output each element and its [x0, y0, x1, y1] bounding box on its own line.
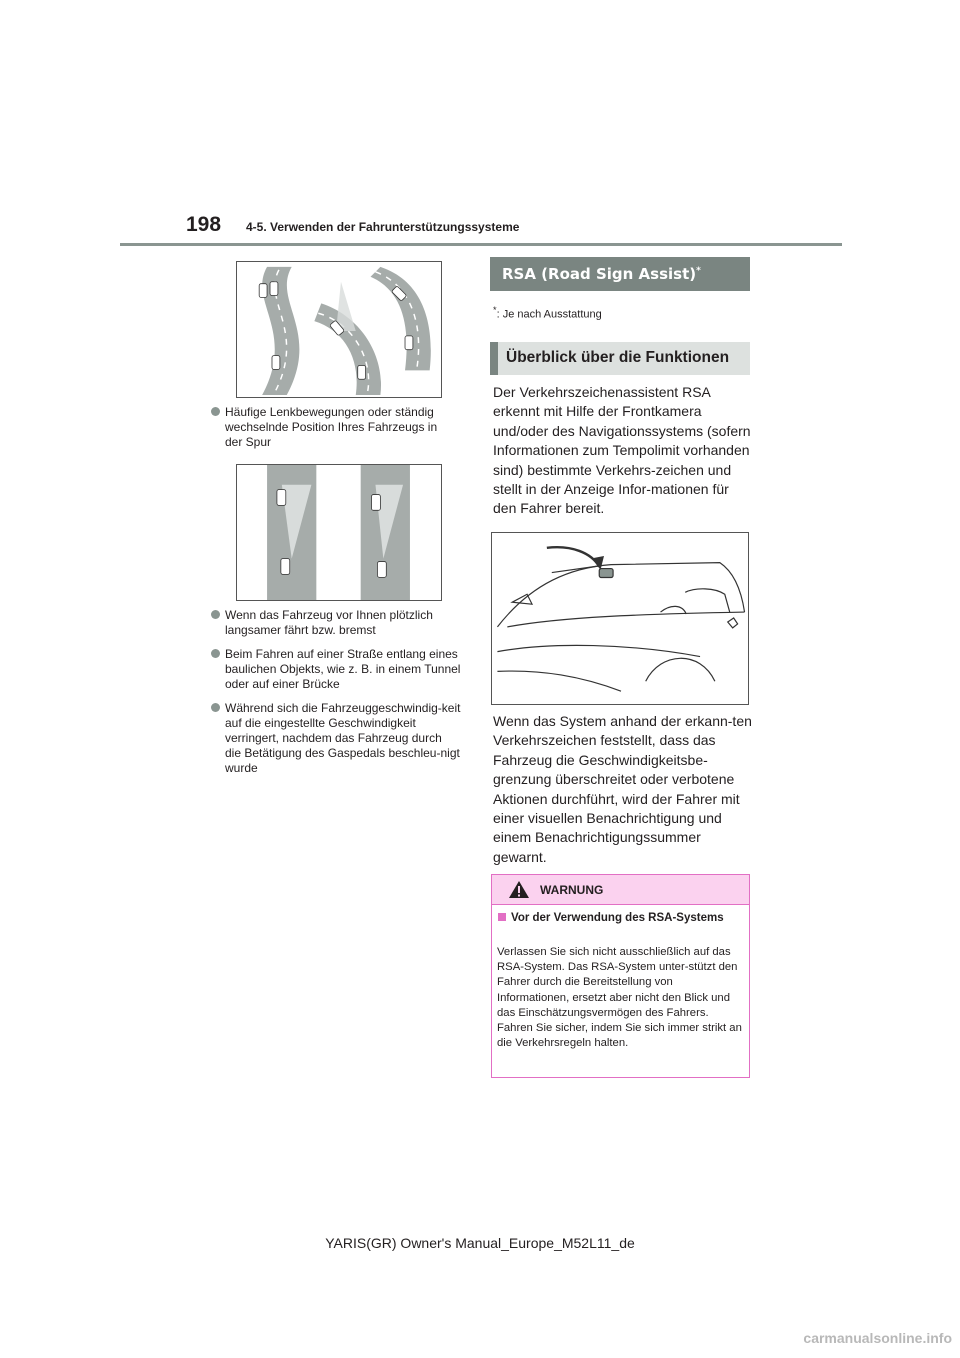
- header-rule: [120, 243, 842, 246]
- warning-header: [492, 875, 749, 905]
- warning-title: WARNUNG: [540, 883, 604, 897]
- footnote: *: Je nach Ausstattung: [493, 305, 602, 321]
- bullet-icon: [211, 703, 220, 712]
- warning-box: [491, 874, 750, 1078]
- bullet-icon: [211, 407, 220, 416]
- warning-body: Verlassen Sie sich nicht ausschließlich auf das RSA-System. Das RSA-System unter-stützt den Fahrer durch die Bereitstellung von Informationen, ersetzt aber nicht den Blick und das Einschätzungsvermögen des Fahrers. Fahren Sie sicher, indem Sie sich immer strikt an die Verkehrsregeln halten.: [497, 946, 742, 1050]
- list-item: Wenn das Fahrzeug vor Ihnen plötzlich langsamer fährt bzw. bremst: [211, 608, 461, 638]
- warning-triangle-icon: [508, 880, 530, 899]
- warning-subtitle: Vor der Verwendung des RSA-Systems: [498, 911, 738, 926]
- curved-road-illustration: [236, 261, 442, 398]
- page-footer: YARIS(GR) Owner's Manual_Europe_M52L11_de: [325, 1235, 635, 1251]
- list-item: Beim Fahren auf einer Straße entlang eines baulichen Objekts, wie z. B. in einem Tunnel oder auf einer Brücke: [211, 647, 467, 692]
- square-bullet-icon: [498, 913, 506, 921]
- bullet-icon: [211, 610, 220, 619]
- subsection-heading: Überblick über die Funktionen: [490, 342, 750, 375]
- intro-paragraph: Der Verkehrszeichenassistent RSA erkennt mit Hilfe der Frontkamera und/oder des Navigationssystems (sofern Informationen zum Tempolimit vorhanden sind) bestimmte Verkehrs-zeichen und stellt in der Anzeige Infor-mationen für den Fahrer bereit.: [493, 384, 751, 517]
- windshield-camera-illustration: [491, 532, 749, 705]
- warning-description-paragraph: Wenn das System anhand der erkann-ten Verkehrszeichen feststellt, dass das Fahrzeug die Geschwindigkeitsbe-grenzung überschreitet oder verbotene Aktionen durchführt, wird der Fahrer mit einer visuellen Benachrichtigung und einem Benachrichtigungssummer gewarnt.: [493, 713, 752, 865]
- page-number: 198: [186, 213, 222, 236]
- bullet-icon: [211, 649, 220, 658]
- list-item: Während sich die Fahrzeuggeschwindig-keit auf die eingestellte Geschwindigkeit verringert, nachdem das Fahrzeug durch die Betätigung des Gaspedals beschleu-nigt wurde: [211, 701, 461, 776]
- watermark: carmanualsonline.info: [803, 1330, 952, 1346]
- list-item: Häufige Lenkbewegungen oder ständig wechselnde Position Ihres Fahrzeugs in der Spur: [211, 405, 456, 450]
- section-header: 4-5. Verwenden der Fahrunterstützungssysteme: [246, 220, 520, 234]
- section-title: RSA (Road Sign Assist)*: [490, 257, 750, 291]
- straight-lane-illustration: [236, 464, 442, 601]
